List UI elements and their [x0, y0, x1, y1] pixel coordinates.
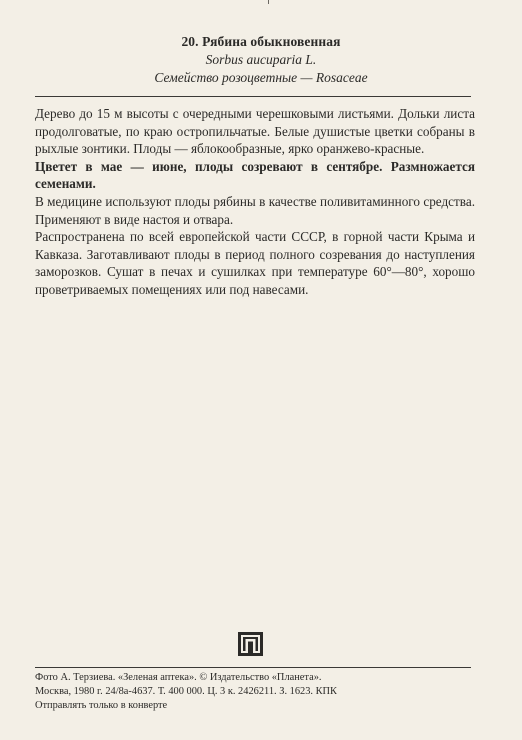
top-divider — [35, 96, 471, 97]
plant-family: Семейство розоцветные — Rosaceae — [154, 70, 368, 85]
imprint — [35, 671, 475, 713]
planeta-publisher-logo-icon — [238, 632, 263, 656]
bottom-divider — [35, 667, 471, 668]
flowering-paragraph: Цветет в мае — июне, плоды созревают в сентябре. Размножается семенами. — [35, 158, 475, 192]
plant-title: 20. Рябина обыкновенная — [181, 34, 341, 49]
header-block — [36, 33, 486, 87]
imprint-line-mailing-note: Отправлять только в конверте — [35, 700, 168, 711]
description-text — [35, 105, 475, 299]
fold-mark — [268, 0, 269, 4]
latin-name: Sorbus aucuparia L. — [205, 52, 317, 67]
description-paragraph: Дерево до 15 м высоты с очередными черешковыми листьями. Дольки листа продолговатые, по краю остропильчатые. Белые душистые цветки собраны в рыхлые зонтики. Плоды — яблокообразные, ярко оранжево-красные. — [35, 106, 475, 157]
imprint-line-credits: Фото А. Терзиева. «Зеленая аптека». © Издательство «Планета». — [35, 672, 322, 683]
imprint-line-print-info: Москва, 1980 г. 24/8а-4637. Т. 400 000. Ц. 3 к. 2426211. З. 1623. КПК — [35, 686, 337, 697]
distribution-paragraph: Распространена по всей европейской части СССР, в горной части Крыма и Кавказа. Заготавливают плоды в период полного созревания до наступления заморозков. Сушат в печах и сушилках при температуре 60°—80°, хорошо проветриваемых помещениях или под навесами. — [35, 229, 475, 297]
medical-use-paragraph: В медицине используют плоды рябины в качестве поливитаминного средства. Применяют в виде настоя и отвара. — [35, 193, 475, 227]
